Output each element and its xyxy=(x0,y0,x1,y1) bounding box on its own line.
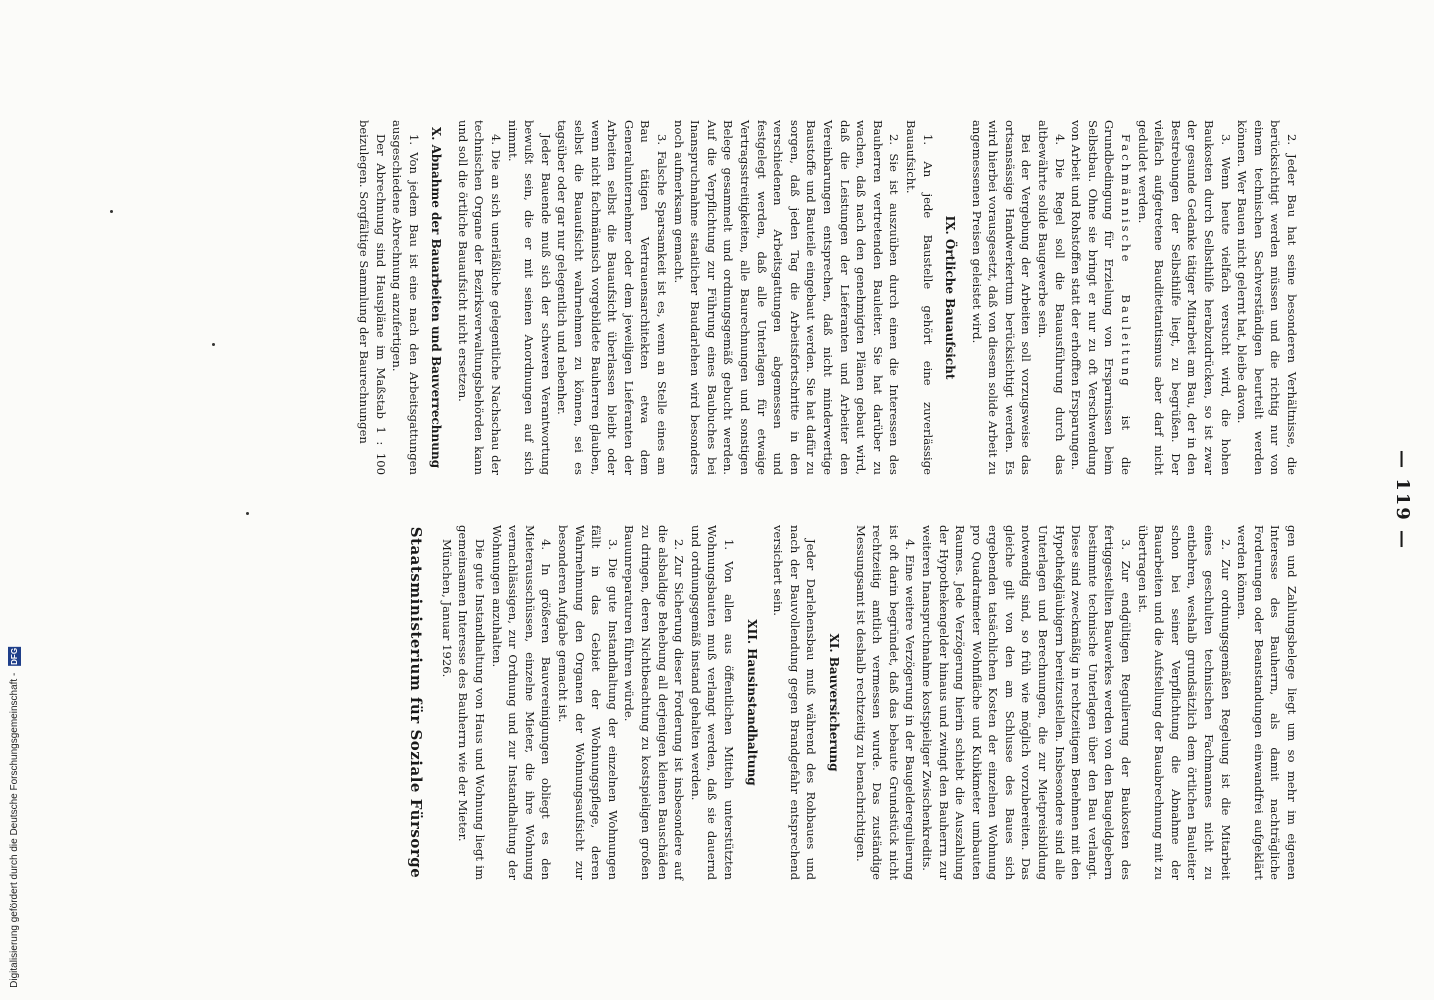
paragraph-rest: ist die Grundbedingung für Erzielung von Ersparnissen beim Selbstbau. Ohne sie bringt er nur zu oft Verschwendung von Arbeit und Rohstoffen statt der erhofften Ersparungen. xyxy=(1069,120,1134,475)
paragraph: 1. Von allen aus öffentlichen Mitteln unterstützten Wohnungsbauten muß verlangt werden, daß sie dauernd und ordnungsgemäß instand gehalten werden. xyxy=(688,525,736,880)
section-heading-x: X. Abnahme der Bauarbeiten und Bauverrechnung xyxy=(429,126,444,469)
paragraph: 3. Wenn heute vielfach versucht wird, die hohen Baukosten durch Selbsthilfe herabzudrücken, so ist zwar der gesunde Gedanke tätiger Mitarbeit am Bau, der in den Bestrebungen der Selbsthilfe liegt, zu begrüßen. Der vielfach aufgetretene Bauditettantismus aber darf nicht geduldet werden. xyxy=(1135,120,1233,475)
spaced-emphasis: Fachmännische Bauleitung xyxy=(1119,134,1134,389)
paragraph: 3. Zur endgültigen Regulierung der Baukosten des fertiggestellten Bauwerkes werden von den Baugeldgebern bestimmte technische Unterlagen über den Bau verlangt. Diese sind zweckmäßig in rechtzeitigem Benehmen mit den Hypothekgläubigern bereitzustellen. Insbesondere sind alle Unterlagen und Berechnungen, die zur Mietpreisbildung notwendig sind, so früh wie möglich vorzubereiten. Das gleiche gilt von den am Schlusse des Baues sich ergebenden tatsächlichen Kosten der einzelnen Wohnung pro Quadratmeter Wohnfläche und Kubikmeter umbauten Raumes. Jede Verzögerung hierin schiebt die Auszahlung der Hypothekengelder hinaus und zwingt den Bauherrn zur weiteren Inanspruchnahme kostspieliger Zwischenkredits. xyxy=(919,525,1134,880)
paragraph: 4. Eine weitere Verzögerung in der Baugelderegulierung ist oft darin begründet, daß das bebaute Grundstück nicht rechtzeitig amtlich vermessen wurde. Das zuständige Messungsamt ist deshalb rechtzeitig zu benachrichtigen. xyxy=(853,525,918,880)
paragraph: Der Abrechnung sind Hauspläne im Maßstab 1 : 100 beizulegen. Sorgfältige Sammlung der Baurechnungen xyxy=(356,120,388,475)
paragraph: 1. An jede Baustelle gehört eine zuverlässige Bauaufsicht. xyxy=(903,120,935,475)
section-heading-xii: XII. Hausinstandhaltung xyxy=(744,619,759,786)
paragraph: 3. Falsche Sparsamkeit ist es, wenn an Stelle eines am Bau tätigen Vertrauensarchitekten etwa dem Generalunternehmer oder dem jeweiligen Lieferanten der Arbeiten selbst die Bauaufsicht überlassen bleibt oder wenn nicht fachmännisch vorgebildete Bauherren glauben, selbst die Bauaufsicht wahrnehmen zu können, sei es tagsüber oder gar nur gelegentlich und nebenher. xyxy=(555,120,670,475)
date-line: München, Januar 1926. xyxy=(439,539,454,678)
right-column xyxy=(215,525,1300,880)
paragraph: Jeder Darlehensbau muß während des Rohbaues und nach der Bauvollendung gegen Brandgefahr entsprechend versichert sein. xyxy=(771,525,819,880)
ministry-signature: Staatsministerium für Soziale Fürsorge xyxy=(407,526,426,879)
paragraph: 4. Die Regel soll die Bauausführung durch das altbewährte solide Baugewerbe sein. xyxy=(1036,120,1067,475)
section-heading-ix: IX. Örtliche Bauaufsicht xyxy=(943,215,958,380)
paragraph: 1. Von jedem Bau ist eine nach den Arbeitsgattungen ausgeschiedene Abrechnung anzufertigen. xyxy=(390,120,421,475)
paragraph: Jeder Bauende muß sich der schweren Verantwortung bewußt sein, die er mit seinen Anordnungen auf sich nimmt. xyxy=(505,120,553,475)
paragraph: gen und Zahlungsbelege liegt um so mehr im eigenen Interesse des Bauherrn, als damit nachträgliche Forderungen oder Beanstandungen einwandfrei aufgeklärt werden können. xyxy=(1235,525,1299,880)
paragraph: 2. Jeder Bau hat seine besonderen Verhältnisse, die berücksichtigt werden müssen und die richtig nur von einem technischen Sachverständigen beurteilt werden können. Wer Bauen nicht gelernt hat, bleibe davon. xyxy=(1235,120,1299,475)
paragraph: 2. Zur ordnungsgemäßen Regelung ist die Mitarbeit eines geschulten technischen Fachmannes nicht zu entbehren, weshalb grundsätzlich dem örtlichen Bauleiter schon bei seiner Verpflichtung die Abnahme der Bauarbeiten und die Aufstellung der Bauabrechnung mit zu übertragen ist. xyxy=(1135,525,1233,880)
paragraph: 3. Die gute Instandhaltung der einzelnen Wohnungen fällt in das Gebiet der Wohnungspflege, deren Wahrnehmung den Organen der Wohnungsaufsicht zur besonderen Aufgabe gemacht ist. xyxy=(556,525,620,880)
credit-text: Digitalisierung gefördert durch die Deutsche Forschungsgemeinschaft - xyxy=(9,672,20,988)
section-heading-xi: XI. Bauversicherung xyxy=(826,633,841,772)
paragraph: 4. In größeren Bauvereinigungen obliegt es den Mieterausschüssen, einzelne Mieter, die ihre Wohnung vernachlässigen, zur Ordnung und zur Instandhaltung der Wohnungen anzuhalten. xyxy=(489,525,554,880)
page-number: — 119 — xyxy=(1392,449,1413,551)
dfg-logo: DFG xyxy=(10,648,19,666)
paragraph: Bei der Vergebung der Arbeiten soll vorzugsweise das ortsansässige Handwerkertum berücksichtigt werden. Es wird hierbei vorausgesetzt, daß von diesem solide Arbeit zu angemessenen Preisen geleistet wird. xyxy=(969,120,1034,475)
scan-speck xyxy=(110,210,113,213)
left-column xyxy=(215,120,1300,475)
paragraph xyxy=(1068,120,1134,475)
digitization-credit xyxy=(8,647,21,988)
paragraph: 2. Zur Sicherung dieser Forderung ist insbesondere auf die alsbaldige Behebung all derjenigen kleinen Bauschäden zu dringen, deren Nichtbeachtung zu kostspieligen großen Bauunreparaturen führen würde. xyxy=(622,525,687,880)
paragraph: Die gute Instandhaltung von Haus und Wohnung liegt im gemeinsamen Interesse des Bauherrn wie der Mieter. xyxy=(456,525,488,880)
paragraph: 2. Sie ist auszuüben durch einen die Interessen des Bauherren vertretenden Bauleiter. Sie hat darüber zu wachen, daß nach den genehmigten Plänen gebaut wird, daß die Leistungen der Lieferanten und Arbeiter den Vereinbarungen entsprechen, daß nicht minderwertige Baustoffe und Bauteile eingebaut werden. Sie hat dafür zu sorgen, daß jeden Tag die Arbeitsfortschritte in den verschiedenen Arbeitsgattungen abgemessen und festgelegt werden, daß alle Unterlagen für etwaige Vertragsstreitigkeiten, alle Baurechnungen und sonstigen Belege gesammelt und ordnungsgemäß gebucht werden. Auf die Verpflichtung zur Führung eines Baubuches bei Inanspruchnahme staatlicher Baudarlehen wird besonders noch aufmerksam gemacht. xyxy=(671,120,902,475)
rotated-document-page xyxy=(215,120,1413,880)
paragraph: 4. Die an sich unerläßliche gelegentliche Nachschau der technischen Organe der Bezirksverwaltungsbehörden kann und soll die örtliche Bauaufsicht nicht ersetzen. xyxy=(455,120,504,475)
